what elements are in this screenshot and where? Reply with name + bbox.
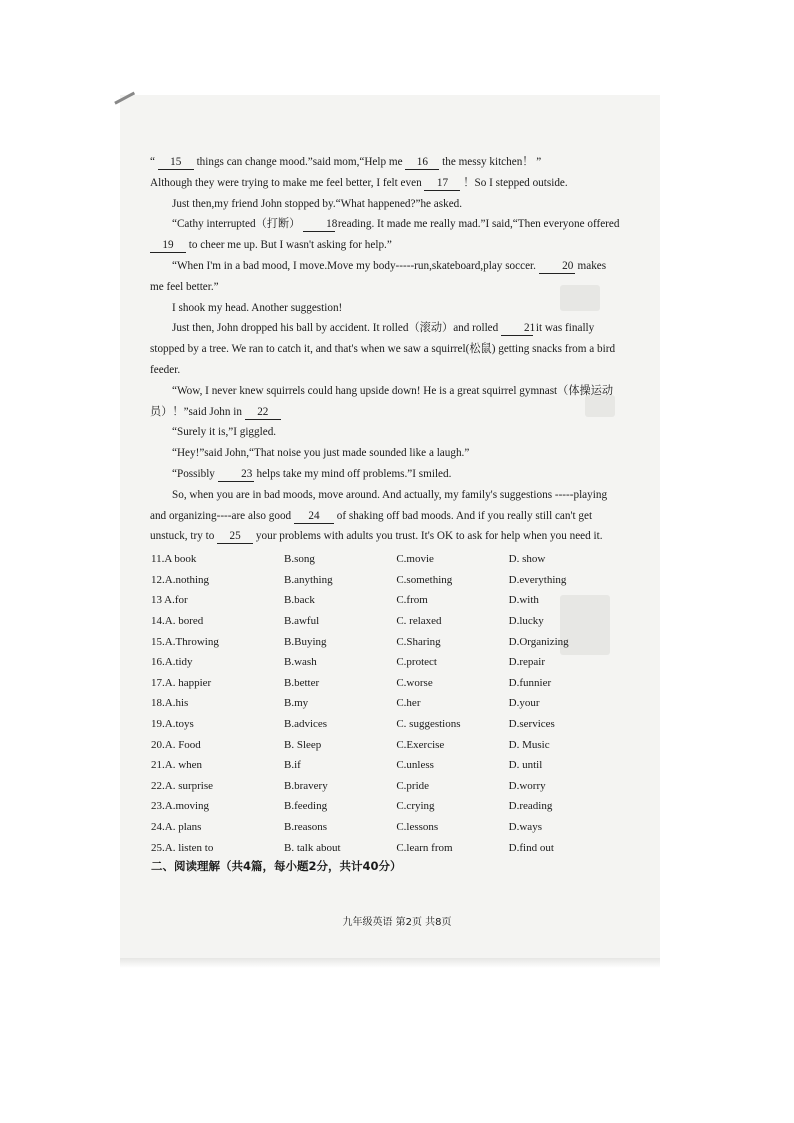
option-a[interactable]: 25.A. listen to [151, 841, 214, 854]
option-a[interactable]: 16.A.tidy [151, 656, 193, 669]
passage-line: “Cathy interrupted（打断） 18 reading. It made me really mad.”I said,“Then everyone offered [172, 218, 620, 231]
option-a[interactable]: 20.A. Food [151, 738, 201, 751]
option-d[interactable]: D.lucky [508, 615, 544, 628]
option-b[interactable]: B.advices [284, 718, 328, 731]
blank-25[interactable]: 25 [217, 530, 253, 544]
answer-options [151, 549, 621, 858]
option-row-25 [151, 837, 621, 858]
option-b[interactable]: B.awful [284, 615, 320, 628]
blank-22[interactable]: 22 [245, 406, 281, 420]
option-b[interactable]: B.bravery [284, 779, 328, 792]
option-a[interactable]: 12.A.nothing [151, 573, 210, 586]
passage-line: “When I'm in a bad mood, I move.Move my body-----run,skateboard,play soccer. 20 makes [172, 259, 607, 272]
option-c[interactable]: C.her [396, 697, 421, 710]
option-d[interactable]: D.everything [508, 573, 567, 586]
option-c[interactable]: C.Exercise [396, 738, 445, 751]
blank-15[interactable]: 15 [158, 156, 194, 170]
blank-19[interactable]: 19 [150, 239, 186, 253]
option-row-22 [151, 776, 621, 797]
option-b[interactable]: B.song [284, 553, 315, 566]
option-b[interactable]: B.reasons [284, 821, 328, 834]
passage-line: unstuck, try to 25 your problems with adults you trust. It's OK to ask for help when you need it. [150, 530, 603, 543]
passage-line: So, when you are in bad moods, move around. And actually, my family's suggestions -----playing [172, 488, 608, 501]
option-b[interactable]: B.better [284, 676, 320, 689]
blank-18[interactable]: 18 [303, 218, 335, 232]
option-row-23 [151, 796, 621, 817]
passage-line: “Surely it is,”I giggled. [172, 426, 277, 439]
option-d[interactable]: D.funnier [508, 676, 552, 689]
passage-line: I shook my head. Another suggestion! [172, 301, 343, 314]
option-a[interactable]: 19.A.toys [151, 718, 194, 731]
option-row-18 [151, 693, 621, 714]
option-a[interactable]: 15.A.Throwing [151, 635, 219, 648]
option-d[interactable]: D.Organizing [508, 635, 569, 648]
option-d[interactable]: D.services [508, 718, 555, 731]
passage-line: me feel better.” [150, 280, 219, 293]
option-d[interactable]: D. until [508, 759, 543, 772]
passage-line: “Wow, I never knew squirrels could hang upside down! He is a great squirrel gymnast（体操运动 [172, 384, 614, 397]
option-row-14 [151, 611, 621, 632]
option-d[interactable]: D.find out [508, 841, 554, 854]
option-a[interactable]: 11.A book [151, 553, 197, 566]
blank-24[interactable]: 24 [294, 510, 334, 524]
option-c[interactable]: C.something [396, 573, 453, 586]
option-b[interactable]: B.my [284, 697, 309, 710]
option-row-13 [151, 590, 621, 611]
blank-17[interactable]: 17 [424, 177, 460, 191]
option-b[interactable]: B.back [284, 594, 315, 607]
option-a[interactable]: 24.A. plans [151, 821, 202, 834]
section-heading: 二、阅读理解（共4篇，每小题2分，共计40分） [151, 859, 402, 873]
option-row-20 [151, 734, 621, 755]
passage-line: “Possibly 23 helps take my mind off problems.”I smiled. [172, 467, 452, 480]
option-a[interactable]: 18.A.his [151, 697, 189, 710]
passage-line: Just then, John dropped his ball by accident. It rolled（滚动）and rolled 21 it was finally [172, 322, 595, 335]
passage-line: 员）！”said John in 22 [150, 402, 632, 423]
option-b[interactable]: B.if [284, 759, 301, 772]
option-c[interactable]: C.movie [396, 553, 434, 566]
option-a[interactable]: 23.A.moving [151, 800, 210, 813]
option-row-21 [151, 755, 621, 776]
passage-line: feeder. [150, 363, 181, 376]
option-a[interactable]: 14.A. bored [151, 615, 204, 628]
option-row-24 [151, 817, 621, 838]
option-d[interactable]: D.repair [508, 656, 546, 669]
blank-21[interactable]: 21 [501, 322, 533, 336]
page-footer: 九年级英语 第2页 共8页 [342, 917, 452, 928]
option-row-11 [151, 549, 621, 570]
option-c[interactable]: C.pride [396, 779, 430, 792]
option-b[interactable]: B.anything [284, 573, 333, 586]
option-c[interactable]: C.worse [396, 676, 433, 689]
option-b[interactable]: B. talk about [284, 841, 341, 854]
option-a[interactable]: 22.A. surprise [151, 779, 214, 792]
option-row-19 [151, 714, 621, 735]
option-d[interactable]: D.your [508, 697, 540, 710]
option-a[interactable]: 13 A.for [151, 594, 188, 607]
page-shadow [120, 958, 660, 968]
blank-23[interactable]: 23 [218, 468, 254, 482]
option-b[interactable]: B.feeding [284, 800, 328, 813]
option-c[interactable]: C.crying [396, 800, 435, 813]
option-c[interactable]: C.protect [396, 656, 437, 669]
option-c[interactable]: C.learn from [396, 841, 453, 854]
passage-line: and organizing----are also good 24 of shaking off bad moods. And if you really still can't get [150, 509, 593, 522]
passage-line: “ 15 things can change mood.”said mom,“Help me 16 the messy kitchen！ ” [150, 156, 542, 168]
option-row-17 [151, 673, 621, 694]
option-d[interactable]: D.ways [508, 821, 542, 834]
option-c[interactable]: C. suggestions [396, 718, 461, 731]
option-c[interactable]: C.Sharing [396, 635, 441, 648]
option-d[interactable]: D.reading [508, 800, 553, 813]
passage-line: Although they were trying to make me feel better, I felt even 17 ！So I stepped outside. [150, 176, 568, 189]
option-b[interactable]: B.wash [284, 656, 317, 669]
option-row-15 [151, 631, 621, 652]
option-c[interactable]: C.unless [396, 759, 434, 772]
option-a[interactable]: 17.A. happier [151, 676, 212, 689]
blank-20[interactable]: 20 [539, 260, 575, 274]
option-b[interactable]: B. Sleep [284, 738, 322, 751]
option-d[interactable]: D. show [508, 553, 546, 566]
passage-line: stopped by a tree. We ran to catch it, and that's when we saw a squirrel(松鼠) getting snacks from a bird [150, 343, 616, 356]
option-d[interactable]: D.with [508, 594, 539, 607]
option-c[interactable]: C. relaxed [396, 615, 442, 628]
cloze-passage [150, 152, 632, 547]
passage-line: Just then,my friend John stopped by.“What happened?”he asked. [172, 197, 463, 210]
option-b[interactable]: B.Buying [284, 635, 327, 648]
option-c[interactable]: C.from [396, 594, 428, 607]
passage-line: “Hey!”said John,“That noise you just made sounded like a laugh.” [172, 447, 470, 460]
passage-line: 19 to cheer me up. But I wasn't asking for help.” [150, 235, 632, 256]
option-d[interactable]: D.worry [508, 779, 546, 792]
blank-16[interactable]: 16 [405, 156, 439, 170]
option-a[interactable]: 21.A. when [151, 759, 203, 772]
option-c[interactable]: C.lessons [396, 821, 439, 834]
option-row-16 [151, 652, 621, 673]
option-d[interactable]: D. Music [508, 738, 550, 751]
option-row-12 [151, 570, 621, 591]
